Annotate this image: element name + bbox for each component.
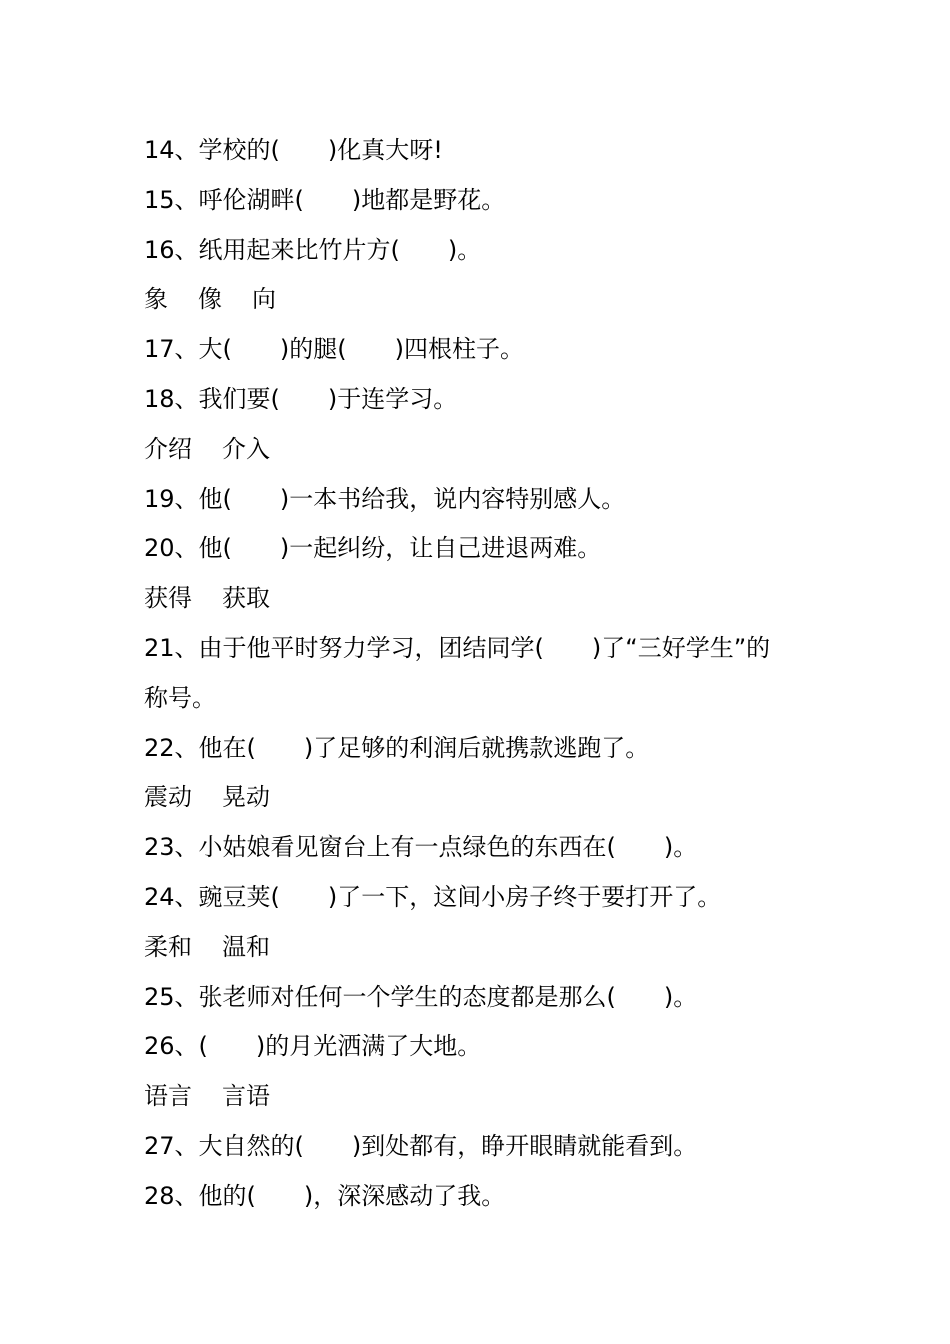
- question-line: 24、豌豆荚( )了一下，这间小房子终于要打开了。: [144, 882, 722, 911]
- question-line: 25、张老师对任何一个学生的态度都是那么( )。: [144, 982, 698, 1011]
- question-line: 27、大自然的( )到处都有，睁开眼睛就能看到。: [144, 1131, 698, 1160]
- question-line: 20、他( )一起纠纷，让自己进退两难。: [144, 534, 602, 563]
- question-line: 16、纸用起来比竹片方( )。: [144, 235, 482, 264]
- exercise-list: [144, 126, 824, 1222]
- question-line: 19、他( )一本书给我，说内容特别感人。: [144, 484, 626, 513]
- question-line: 21、由于他平时努力学习，团结同学( )了“三好学生”的: [144, 633, 771, 662]
- question-line: 22、他在( )了足够的利润后就携款逃跑了。: [144, 733, 650, 762]
- word-choice: 介绍: [144, 434, 192, 463]
- question-line: 26、( )的月光洒满了大地。: [144, 1032, 482, 1061]
- word-choice-row: [144, 425, 824, 475]
- question-line: 23、小姑娘看见窗台上有一点绿色的东西在( )。: [144, 833, 698, 862]
- word-choice: 获取: [222, 584, 270, 613]
- word-choice-row: [144, 275, 824, 325]
- question-line: 17、大( )的腿( )四根柱子。: [144, 335, 524, 364]
- word-choice: 向: [252, 285, 276, 314]
- word-choice: 言语: [222, 1082, 270, 1111]
- question-line: 14、学校的( )化真大呀!: [144, 136, 443, 164]
- word-choice-row: [144, 923, 824, 973]
- question-line: 称号。: [144, 683, 216, 712]
- question-line: 28、他的( )，深深感动了我。: [144, 1181, 506, 1210]
- word-choice-row: [144, 574, 824, 624]
- question-line: 18、我们要( )于连学习。: [144, 384, 458, 413]
- word-choice-row: [144, 1072, 824, 1122]
- word-choice: 柔和: [144, 932, 192, 961]
- word-choice: 象: [144, 285, 168, 314]
- word-choice: 介入: [222, 434, 270, 463]
- word-choice: 温和: [222, 932, 270, 961]
- word-choice-row: [144, 773, 824, 823]
- word-choice: 晃动: [222, 783, 270, 812]
- word-choice: 获得: [144, 584, 192, 613]
- question-line: 15、呼伦湖畔( )地都是野花。: [144, 185, 506, 214]
- word-choice: 像: [198, 285, 222, 314]
- word-choice: 震动: [144, 783, 192, 812]
- word-choice: 语言: [144, 1082, 192, 1111]
